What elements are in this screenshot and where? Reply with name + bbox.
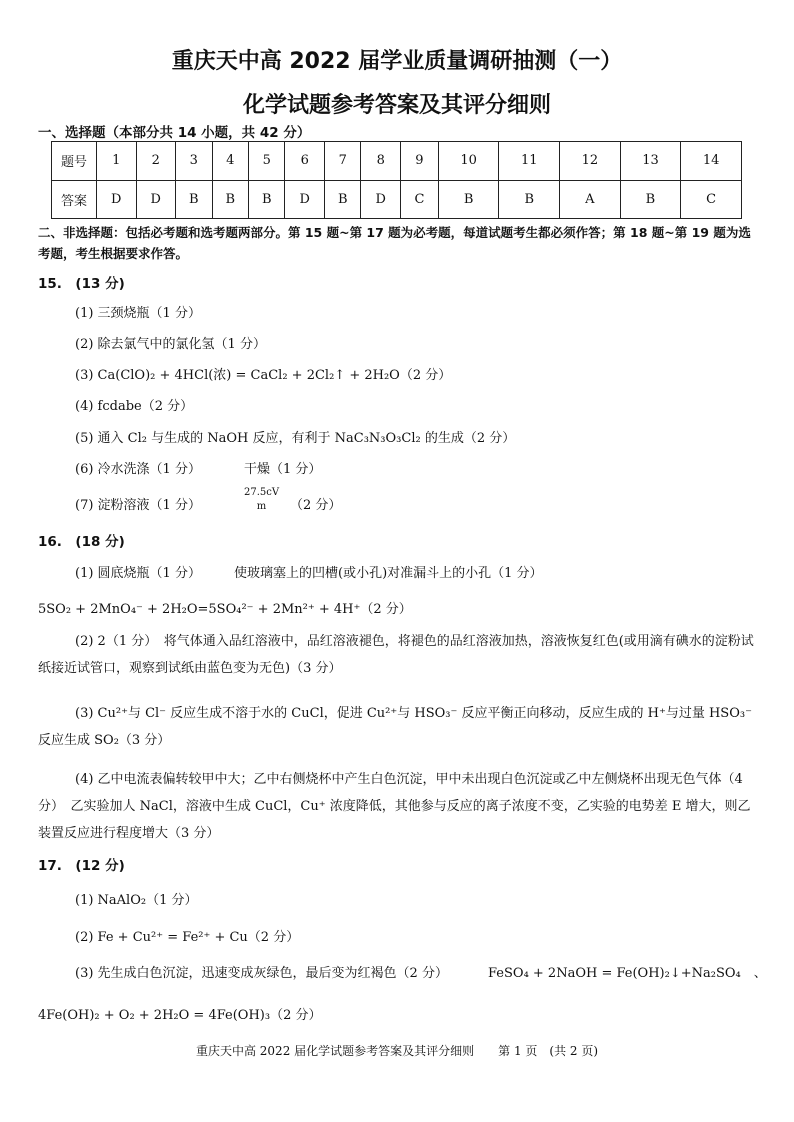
question-number: 6 [285, 142, 325, 181]
q17-answer-1: (1) NaAlO₂（1 分） [75, 893, 198, 908]
row-label-answer: 答案 [52, 180, 97, 219]
page-footer: 重庆天中高 2022 届化学试题参考答案及其评分细则 第 1 页 (共 2 页) [195, 1044, 599, 1058]
q15-answer-6a: (6) 冷水洗涤（1 分） [75, 462, 201, 477]
q15-fraction [236, 486, 287, 514]
q16-equation: 5SO₂ + 2MnO₄⁻ + 2H₂O=5SO₄²⁻ + 2Mn²⁺ + 4H⁺（2 分） [38, 602, 412, 617]
answer-table [51, 141, 742, 219]
question-number: 12 [560, 142, 621, 181]
question-number: 10 [438, 142, 499, 181]
answer-key-title: 化学试题参考答案及其评分细则 [242, 93, 551, 118]
section2-instructions: 二、非选择题：包括必考题和选考题两部分。第 15 题~第 17 题为必考题，每道试题考生都必须作答；第 18 题~第 19 题为选考题，考生根据要求作答。 [38, 225, 751, 261]
exam-title: 重庆天中高 2022 届学业质量调研抽测（一） [171, 49, 623, 74]
question-number: 1 [97, 142, 137, 181]
question-number: 8 [361, 142, 401, 181]
answer-cell: D [361, 180, 401, 219]
question-number: 9 [401, 142, 439, 181]
q15-answer-7a: (7) 淀粉溶液（1 分） [75, 498, 201, 513]
answer-cell: B [249, 180, 285, 219]
question-number: 13 [620, 142, 681, 181]
answer-row [52, 180, 742, 219]
answer-cell: B [620, 180, 681, 219]
q17-answer-2: (2) Fe + Cu²⁺ = Fe²⁺ + Cu（2 分） [75, 930, 300, 945]
answer-cell: C [401, 180, 439, 219]
q16-answer-1a: (1) 圆底烧瓶（1 分） [75, 566, 201, 581]
q17-heading: 17. (12 分) [38, 858, 125, 874]
q15-answer-2: (2) 除去氯气中的氯化氢（1 分） [75, 337, 266, 352]
q15-answer-4: (4) fcdabe（2 分） [75, 399, 194, 414]
question-number: 5 [249, 142, 285, 181]
q15-heading: 15. (13 分) [38, 276, 125, 292]
answer-cell: B [176, 180, 212, 219]
question-number: 2 [136, 142, 176, 181]
answer-cell: C [681, 180, 742, 219]
q17-answer-4: 4Fe(OH)₂ + O₂ + 2H₂O = 4Fe(OH)₃（2 分） [38, 1008, 322, 1023]
q16-answer-4: (4) 乙中电流表偏转较甲中大；乙中右侧烧杯中产生白色沉淀，甲中未出现白色沉淀或乙中左侧烧杯出现无色气体（4 分） 乙实验加人 NaCl，溶液中生成 CuCl，Cu⁺ 浓度降低，其他参与反应的离子浓度不变，乙实验的电势差 E 增大，则乙装置反应进行程度增大（3 分） [38, 772, 751, 841]
question-number: 4 [212, 142, 248, 181]
q15-answer-7b: （2 分） [290, 498, 342, 513]
q16-heading: 16. (18 分) [38, 534, 125, 550]
answer-cell: B [325, 180, 361, 219]
answer-cell: D [285, 180, 325, 219]
answer-cell: B [438, 180, 499, 219]
answer-cell: D [136, 180, 176, 219]
q16-answer-2: (2) 2（1 分） 将气体通入品红溶液中，品红溶液褪色，将褪色的品红溶液加热，溶液恢复红色(或用滴有碘水的淀粉试纸接近试管口，观察到试纸由蓝色变为无色)（3 分） [38, 634, 754, 676]
question-number: 3 [176, 142, 212, 181]
question-number: 11 [499, 142, 560, 181]
answer-cell: B [499, 180, 560, 219]
q17-answer-3a: (3) 先生成白色沉淀，迅速变成灰绿色，最后变为红褐色（2 分） [75, 966, 448, 981]
question-number: 14 [681, 142, 742, 181]
fraction-numerator: 27.5cV [244, 487, 280, 498]
answer-cell: D [97, 180, 137, 219]
q15-answer-5: (5) 通入 Cl₂ 与生成的 NaOH 反应，有利于 NaC₃N₃O₃Cl₂ 的生成（2 分） [75, 431, 516, 446]
answer-cell: A [560, 180, 621, 219]
q15-answer-3: (3) Ca(ClO)₂ + 4HCl(浓) = CaCl₂ + 2Cl₂↑ + 2H₂O（2 分） [75, 368, 452, 383]
question-number-row [52, 142, 742, 181]
q15-answer-1: (1) 三颈烧瓶（1 分） [75, 306, 201, 321]
question-number: 7 [325, 142, 361, 181]
q16-answer-1b: 使玻璃塞上的凹槽(或小孔)对准漏斗上的小孔（1 分） [234, 566, 543, 581]
q17-equation: FeSO₄ + 2NaOH = Fe(OH)₂↓+Na₂SO₄ 、 [488, 966, 767, 981]
answer-cell: B [212, 180, 248, 219]
q16-answer-3: (3) Cu²⁺与 Cl⁻ 反应生成不溶于水的 CuCl，促进 Cu²⁺与 HSO₃⁻ 反应平衡正向移动，反应生成的 H⁺与过量 HSO₃⁻ 反应生成 SO₂（3 分） [38, 706, 752, 748]
q15-answer-6b: 干燥（1 分） [244, 462, 322, 477]
row-label-question: 题号 [52, 142, 97, 181]
fraction-denominator: m [256, 501, 267, 512]
section1-heading: 一、选择题（本部分共 14 小题，共 42 分） [38, 125, 311, 141]
